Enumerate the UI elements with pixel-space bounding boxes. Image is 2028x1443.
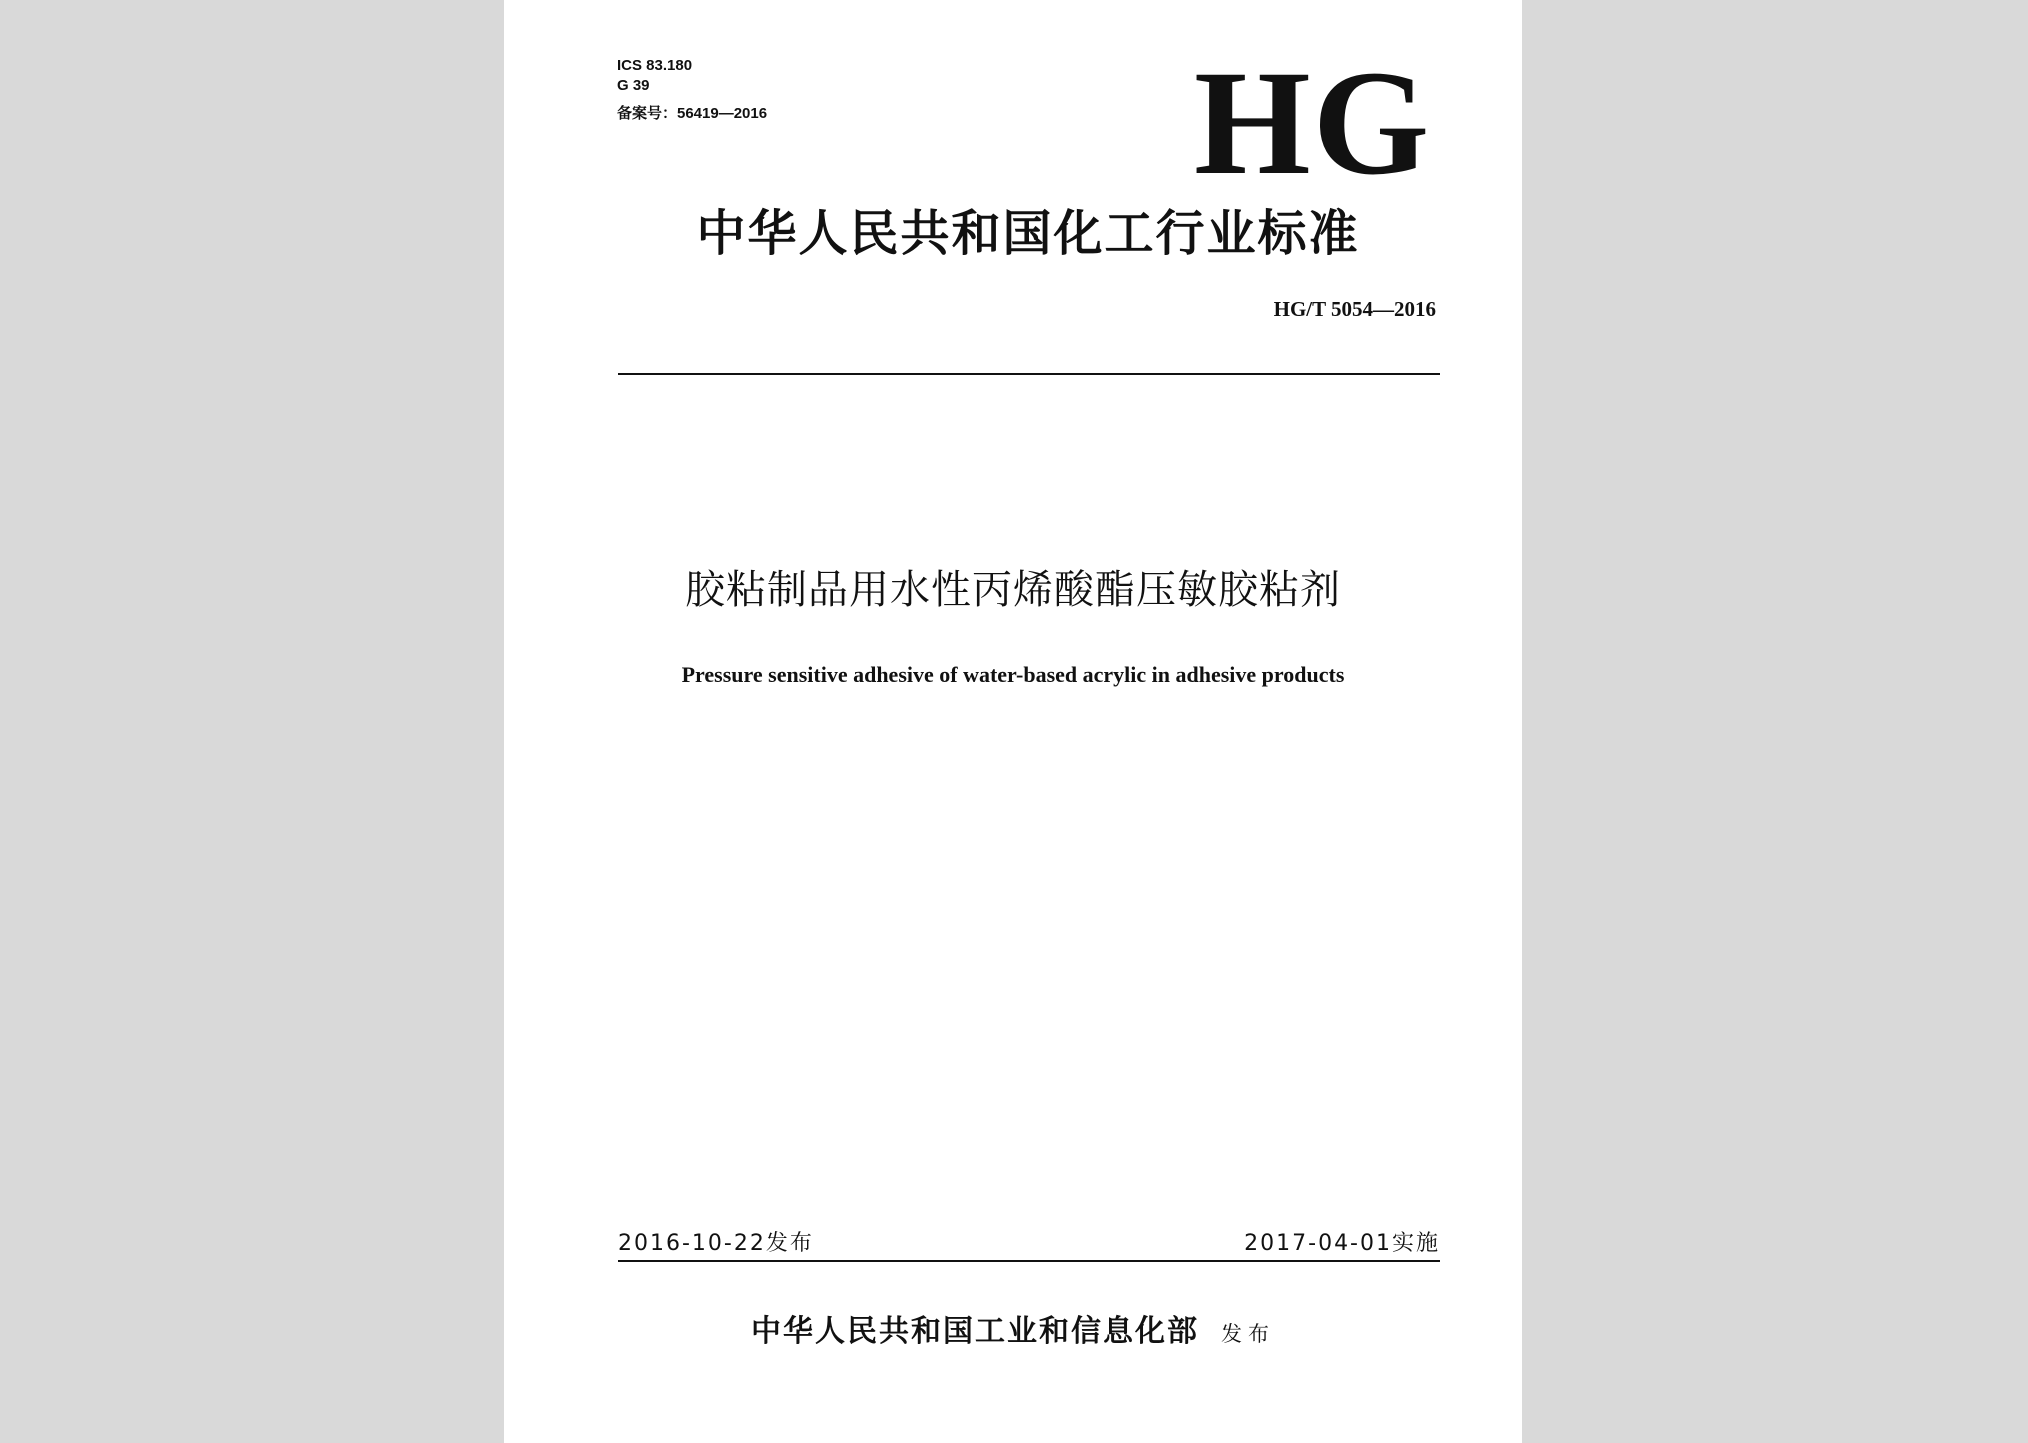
publisher-name: 中华人民共和国工业和信息化部	[751, 1314, 1199, 1349]
ics-code: ICS 83.180	[617, 57, 693, 74]
document-title-zh: 胶粘制品用水性丙烯酸酯压敏胶粘剂	[685, 567, 1341, 613]
header-divider	[618, 373, 1440, 375]
publisher-verb: 发布	[1221, 1322, 1275, 1346]
hg-logo: HG	[1194, 40, 1432, 206]
organization-title: 中华人民共和国化工行业标准	[696, 205, 1360, 262]
record-number: 备案号：56419—2016	[617, 105, 768, 122]
document-title-en: Pressure sensitive adhesive of water-based acrylic in adhesive products	[681, 662, 1345, 687]
issue-date: 2016-10-22发布	[618, 1231, 814, 1256]
implementation-date: 2017-04-01实施	[1244, 1231, 1440, 1256]
document-page	[504, 0, 1522, 1443]
publisher-line	[504, 1306, 1522, 1350]
standard-number: HG/T 5054—2016	[1273, 297, 1436, 321]
footer-divider	[618, 1260, 1440, 1262]
ccs-code: G 39	[617, 77, 650, 94]
